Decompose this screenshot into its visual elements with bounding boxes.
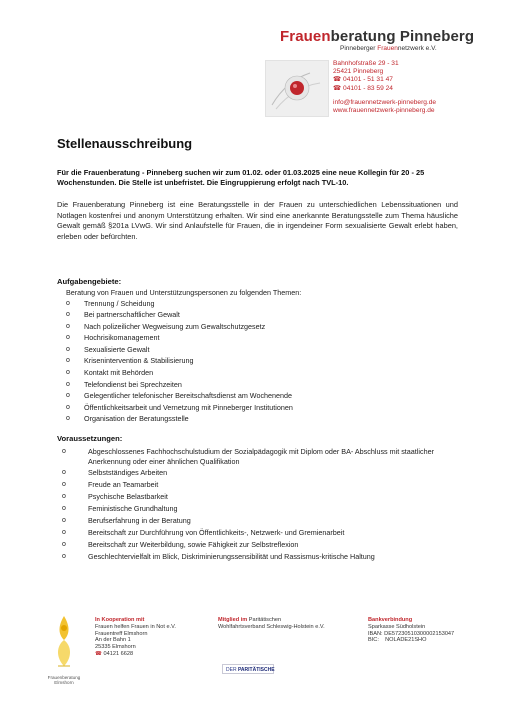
list-item: o Telefondienst bei Sprechzeiten xyxy=(66,379,182,389)
requirements-section xyxy=(57,434,462,564)
brand-name xyxy=(280,28,474,45)
address-street: Bahnhofstraße 29 - 31 xyxy=(333,60,399,67)
list-item: o Gelegentlicher telefonischer Bereitschaftsdienst am Wochenende xyxy=(66,391,293,401)
list-item: o Geschlechtervielfalt im Blick, Diskriminierungssensibilität und Rassismus-kritische Haltung xyxy=(62,551,375,561)
list-item: o Feministische Grundhaltung xyxy=(62,504,178,514)
list-item: o Abgeschlossenes Fachhochschulstudium der Sozialpädagogik mit Diplom oder BA- Abschluss mit staatlicher Anerkennung oder einer ähnlichen Qualifikation xyxy=(62,447,434,466)
phone-icon: ☎ xyxy=(333,76,344,84)
list-item: o Hochrisikomanagement xyxy=(66,333,160,343)
tasks-list xyxy=(66,298,301,426)
fax-line: ☎ 04101 - 83 59 24 xyxy=(333,84,393,92)
tasks-lead: Beratung von Frauen und Unterstützungspersonen zu folgenden Themen: xyxy=(66,288,302,297)
brand-tagline: Pinneberger Frauennetzwerk e.V. xyxy=(340,45,437,52)
coop-label: In Kooperation mit xyxy=(95,617,145,623)
website-link[interactable]: www.frauennetzwerk-pinneberg.de xyxy=(333,107,435,115)
bank-label: Bankverbindung xyxy=(368,617,413,623)
list-item: o Trennung / Scheidung xyxy=(66,298,155,308)
logo-graphic-icon xyxy=(266,61,328,116)
list-item: o Psychische Belastbarkeit xyxy=(62,492,168,502)
brand-name-part2: beratung Pinneberg xyxy=(330,28,475,45)
list-item: o Bereitschaft zur Durchführung von Öffentlichkeits-, Netzwerk- und Gremienarbeit xyxy=(62,527,345,537)
header-logo-image xyxy=(265,60,329,117)
fax-icon: ☎ xyxy=(333,84,344,92)
intro-paragraph: Für die Frauenberatung - Pinneberg suchen wir zum 01.02. oder 01.03.2025 eine neue Kollegin für 20 - 25 Wochenstunden. Die Stelle ist unbefristet. Die Eingruppierung erfolgt nach TVL-10. xyxy=(57,168,425,187)
list-item: o Krisenintervention & Stabilisierung xyxy=(66,356,194,366)
tasks-section xyxy=(57,277,301,425)
requirements-heading: Voraussetzungen: xyxy=(57,434,123,443)
email-link[interactable]: info@frauennetzwerk-pinneberg.de xyxy=(333,98,437,106)
list-item: o Nach polizeilicher Wegweisung zum Gewaltschutzgesetz xyxy=(66,321,266,331)
footer-logo-caption: Frauenberatung Elmshorn xyxy=(47,675,81,686)
list-item: o Organisation der Beratungsstelle xyxy=(66,414,189,424)
page-title: Stellenausschreibung xyxy=(57,136,193,151)
list-item: o Berufserfahrung in der Beratung xyxy=(62,516,191,526)
requirements-list xyxy=(62,447,462,561)
footer-logo xyxy=(44,612,84,686)
list-item: o Bei partnerschaftlicher Gewalt xyxy=(66,310,180,320)
list-item: o Bereitschaft zur Weiterbildung, sowie Fähigkeit zur Selbstreflexion xyxy=(62,539,299,549)
phone-line: ☎ 04101 - 51 31 47 xyxy=(333,76,393,84)
description-paragraph: Die Frauenberatung Pinneberg ist eine Beratungsstelle in der Frauen zu unterschiedlichen Lebenssituationen und Notlagen kostenfrei und anonym Unterstützung erhalten. Wir sind eine anerkannte Beratungsstelle zum Thema häusliche Gewalt gemäß §201a LVwG. Wir sind Anlaufstelle für Frauen, die in irgendeiner Form sexualisierte Gewalt erlebt haben, erleben oder befürchten. xyxy=(57,200,458,241)
footer-member-block: Mitglied im Paritätischen Wohlfahrtsverband Schleswig-Holstein e.V. xyxy=(218,617,325,630)
footer-bank-block: Bankverbindung Sparkasse Südholstein IBAN: DE57230510300002153047 BIC: NOLADE21SHO xyxy=(368,617,455,644)
paritaet-logo: DER PARITÄTISCHE xyxy=(222,664,274,674)
list-item: o Kontakt mit Behörden xyxy=(66,368,154,378)
header-contact-block xyxy=(333,60,436,115)
list-item: o Öffentlichkeitsarbeit und Vernetzung mit Pinneberger Institutionen xyxy=(66,402,293,412)
footer-logo-figure-icon xyxy=(44,612,84,670)
list-item: o Selbstständiges Arbeiten xyxy=(62,468,168,478)
address-city: 25421 Pinneberg xyxy=(333,68,384,76)
list-item: o Freude an Teamarbeit xyxy=(62,480,159,490)
brand-name-part1: Frauen xyxy=(280,28,331,45)
list-item: o Sexualisierte Gewalt xyxy=(66,344,150,354)
member-label: Mitglied im xyxy=(218,617,248,623)
footer-phone-icon: ☎ xyxy=(95,650,104,657)
footer-coop-block: In Kooperation mit Frauen helfen Frauen in Not e.V. Frauentreff Elmshorn An der Bahn 1 25335 Elmshorn ☎ 04121 6628 xyxy=(95,617,176,657)
tasks-heading: Aufgabengebiete: xyxy=(57,277,122,286)
